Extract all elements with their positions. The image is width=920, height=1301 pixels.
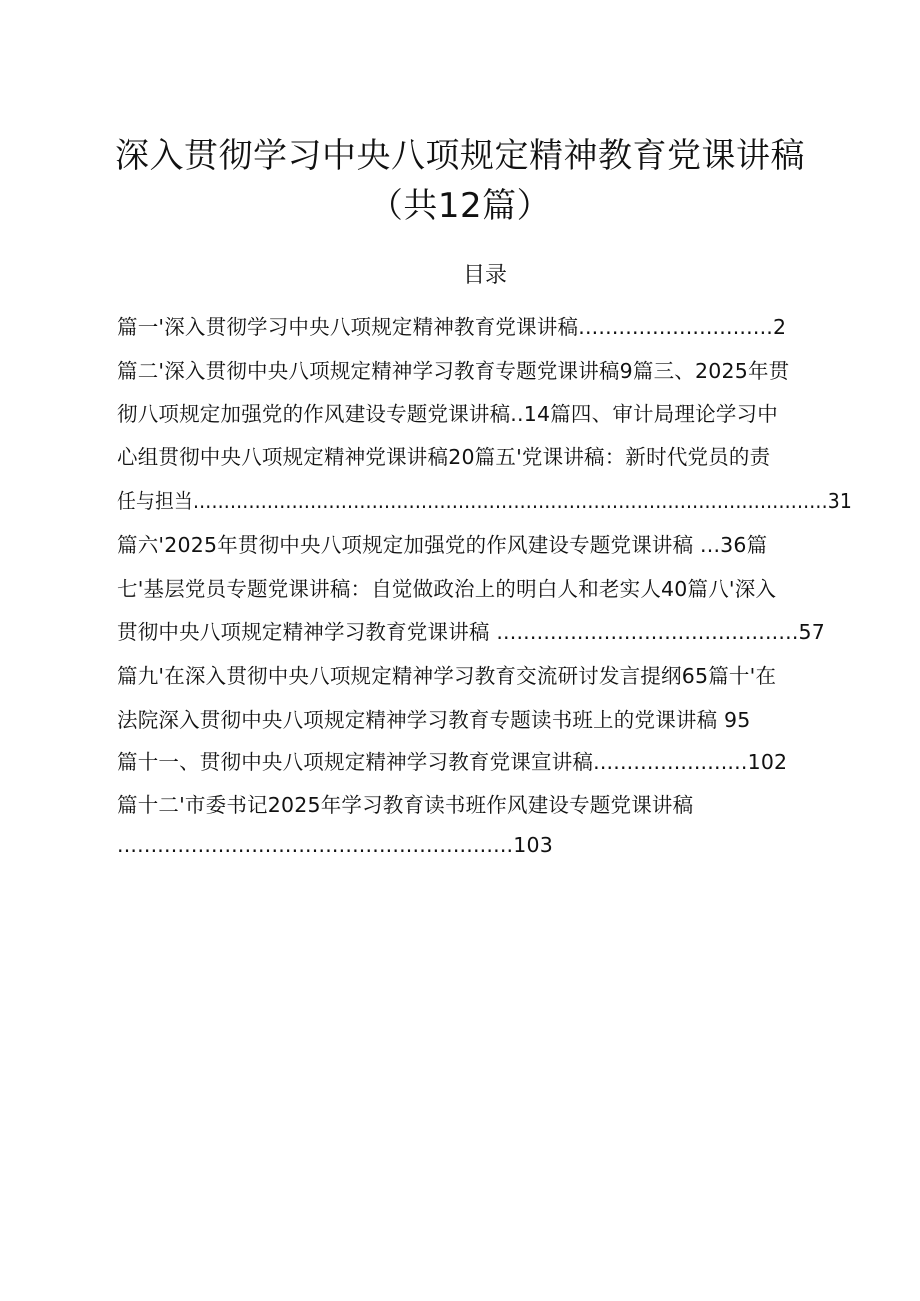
toc-line: 篇十二'市委书记2025年学习教育读书班作风建设专题党课讲稿 bbox=[117, 793, 694, 817]
toc-line: 心组贯彻中央八项规定精神党课讲稿20篇五'党课讲稿：新时代党员的责 bbox=[117, 445, 771, 469]
toc-line: 任与担当.......................................................................................................31 bbox=[117, 489, 853, 513]
toc-line: 篇六'2025年贯彻中央八项规定加强党的作风建设专题党课讲稿 ...36篇 bbox=[117, 533, 768, 557]
toc-line: 篇十一、贯彻中央八项规定精神学习教育党课宣讲稿.......................102 bbox=[117, 750, 788, 774]
document-subtitle: （共12篇） bbox=[368, 186, 552, 226]
toc-line: 贯彻中央八项规定精神学习教育党课讲稿 .............................................57 bbox=[117, 620, 826, 644]
toc-line: 篇一'深入贯彻学习中央八项规定精神教育党课讲稿.............................2 bbox=[117, 315, 787, 339]
toc-line: 篇二'深入贯彻中央八项规定精神学习教育专题党课讲稿9篇三、2025年贯 bbox=[117, 359, 790, 383]
toc-line: 法院深入贯彻中央八项规定精神学习教育专题读书班上的党课讲稿 95 bbox=[117, 708, 751, 732]
toc-heading: 目录 bbox=[462, 263, 507, 288]
toc-line: 篇九'在深入贯彻中央八项规定精神学习教育交流研讨发言提纲65篇十'在 bbox=[117, 664, 777, 688]
document-title: 深入贯彻学习中央八项规定精神教育党课讲稿 bbox=[115, 136, 805, 176]
toc-line: ...........................................................103 bbox=[117, 833, 553, 857]
toc-line: 七'基层党员专题党课讲稿：自觉做政治上的明白人和老实人40篇八'深入 bbox=[117, 577, 777, 601]
toc-line: 彻八项规定加强党的作风建设专题党课讲稿..14篇四、审计局理论学习中 bbox=[117, 402, 778, 426]
